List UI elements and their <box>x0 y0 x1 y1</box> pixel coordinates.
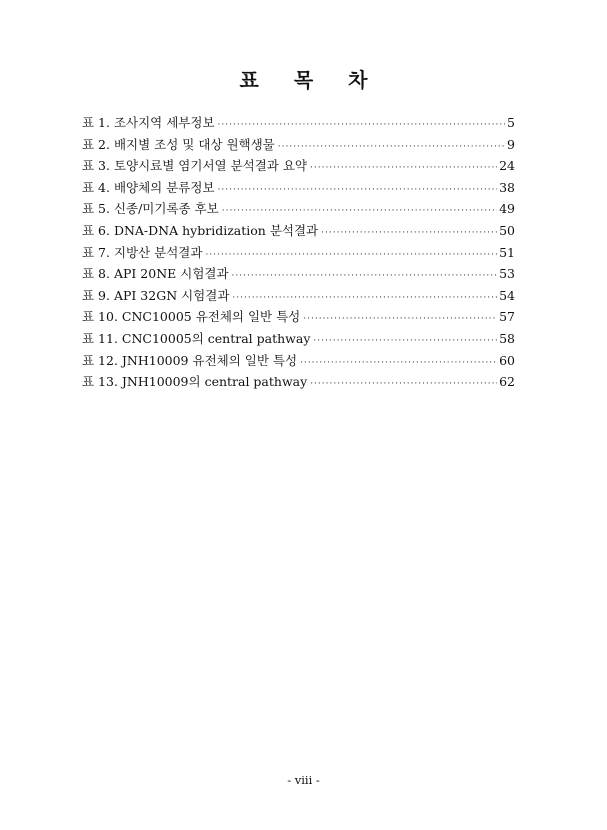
dot-leader <box>232 271 498 281</box>
dot-leader <box>218 185 498 195</box>
toc-entry-1[interactable] <box>82 113 515 135</box>
toc-entry-label: 표 13. JNH10009의 central pathway <box>82 374 308 390</box>
dot-leader <box>310 163 497 173</box>
toc-entry-label: 표 5. 신종/미기록종 후보 <box>82 201 219 217</box>
toc-entry-9[interactable] <box>82 286 515 308</box>
toc-entry-label: 표 8. API 20NE 시험결과 <box>82 266 229 282</box>
toc-entry-3[interactable] <box>82 156 515 178</box>
page-number: - viii - <box>287 773 320 787</box>
toc-entry-page: 49 <box>499 201 515 217</box>
toc-entry-page: 54 <box>499 287 515 303</box>
dot-leader <box>303 314 497 324</box>
toc-entry-page: 57 <box>499 309 515 325</box>
toc-entry-label: 표 9. API 32GN 시험결과 <box>82 287 230 303</box>
page-title: 표 목 차 <box>239 68 382 92</box>
dot-leader <box>321 228 497 238</box>
toc-entry-label: 표 6. DNA-DNA hybridization 분석결과 <box>82 222 319 238</box>
dot-leader <box>205 250 497 260</box>
toc-entry-13[interactable] <box>82 372 515 394</box>
toc-entry-page: 58 <box>499 330 515 346</box>
toc-entry-label: 표 10. CNC10005 유전체의 일반 특성 <box>82 309 301 325</box>
toc-entry-label: 표 4. 배양체의 분류정보 <box>82 179 215 195</box>
toc-entry-page: 5 <box>507 115 515 130</box>
toc-entry-page: 53 <box>499 266 515 282</box>
toc-entry-6[interactable] <box>82 221 515 243</box>
dot-leader <box>218 120 506 130</box>
toc-entry-5[interactable] <box>82 199 515 221</box>
dot-leader <box>222 206 497 216</box>
toc-entry-page: 9 <box>507 136 515 152</box>
dot-leader <box>300 358 497 368</box>
toc-entry-8[interactable] <box>82 264 515 286</box>
dot-leader <box>310 379 497 389</box>
toc-entry-7[interactable] <box>82 243 515 265</box>
toc-entry-label: 표 3. 토양시료별 염기서열 분석결과 요약 <box>82 158 307 174</box>
toc-entry-page: 38 <box>499 179 515 195</box>
toc-entry-page: 50 <box>499 222 515 238</box>
toc-entry-4[interactable] <box>82 178 515 200</box>
toc-entry-page: 62 <box>499 374 515 390</box>
toc-entry-2[interactable] <box>82 135 515 157</box>
toc-entry-page: 24 <box>499 158 515 174</box>
toc-entry-12[interactable] <box>82 351 515 373</box>
dot-leader <box>278 142 505 152</box>
toc-entry-page: 51 <box>499 244 515 260</box>
toc-entry-page: 60 <box>499 352 515 368</box>
toc-entry-label: 표 12. JNH10009 유전체의 일반 특성 <box>82 352 298 368</box>
toc-entry-10[interactable] <box>82 307 515 329</box>
toc-entry-11[interactable] <box>82 329 515 351</box>
toc-entry-label: 표 2. 배지별 조성 및 대상 원핵생물 <box>82 136 275 152</box>
toc-entry-label: 표 7. 지방산 분석결과 <box>82 244 203 260</box>
toc-entry-label: 표 11. CNC10005의 central pathway <box>82 330 311 346</box>
toc-entry-label: 표 1. 조사지역 세부정보 <box>82 115 215 130</box>
table-of-contents <box>82 113 515 394</box>
dot-leader <box>232 293 497 303</box>
dot-leader <box>313 336 497 346</box>
